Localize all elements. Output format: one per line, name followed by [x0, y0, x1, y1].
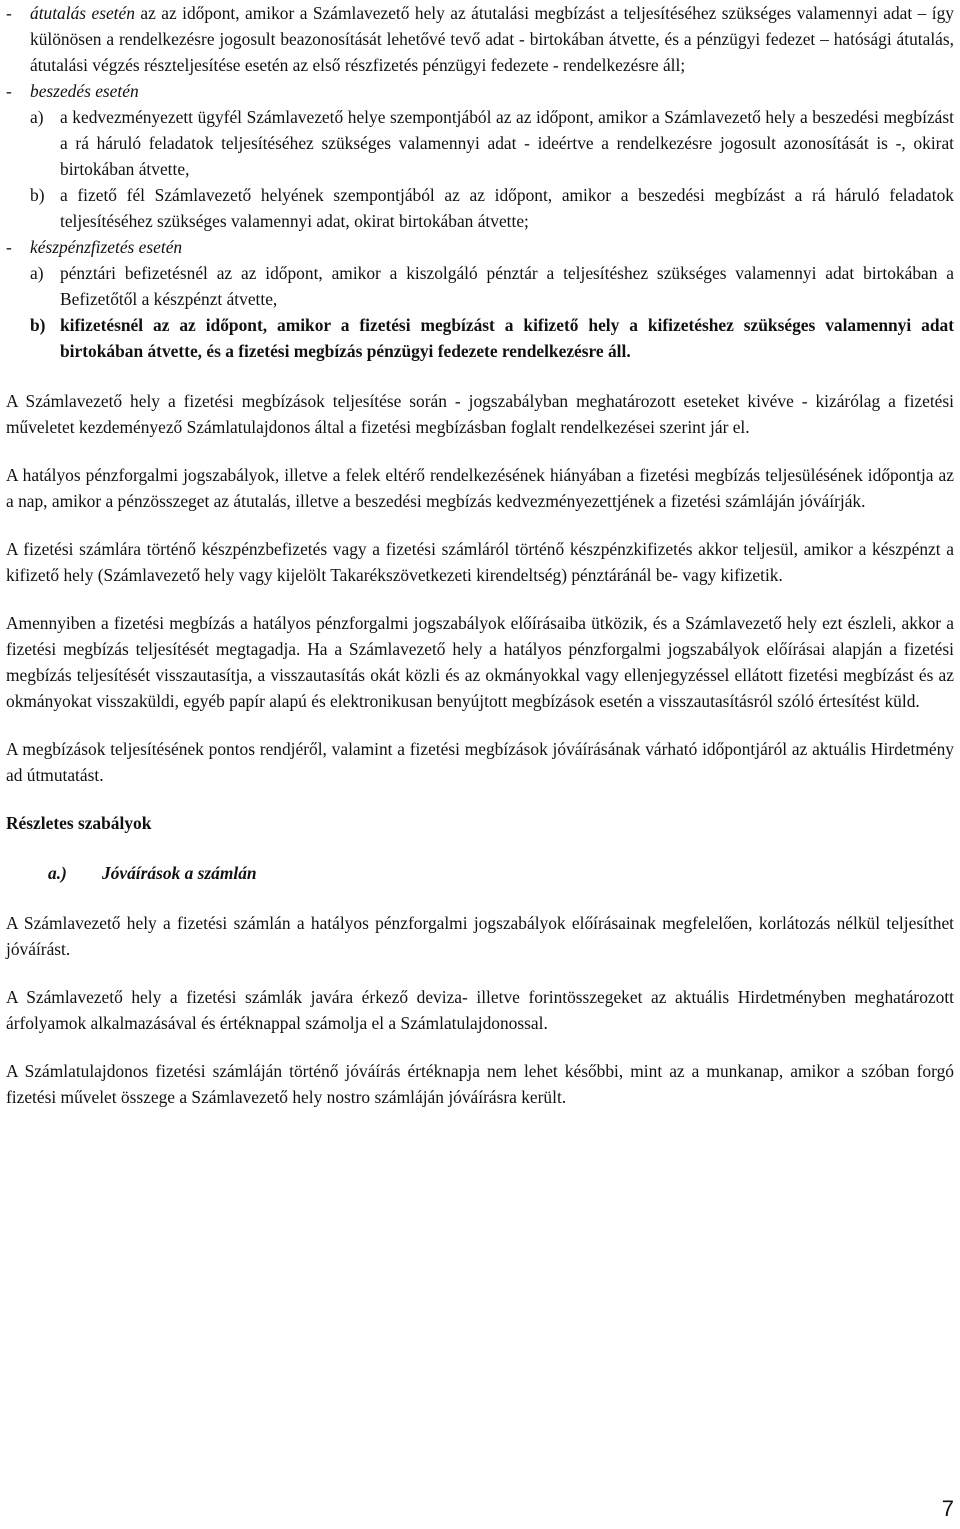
spacer	[6, 714, 954, 736]
paragraph: Amennyiben a fizetési megbízás a hatályos pénzforgalmi jogszabályok előírásaiba ütközik, és a Számlavezető hely ezt észleli, akkor a fizetési megbízás teljesítését megtagadja. Ha a Számlavezető hely a hatályos pénzforgalmi jogszabályok előírásai alapján a fizetési megbízás teljesítését visszautasítja, a visszautasítás okát közli és az okmányokkal vagy ellenjegyzéssel ellátott fizetési megbízást és az okmányokat visszaküldi, egyéb papír alapú és elektronikusan benyújtott megbízások esetén a visszautasításról szóló értesítést küld.	[6, 613, 954, 711]
sub-label: b)	[30, 315, 46, 335]
sub-item	[30, 104, 954, 182]
subsection-title: Jóváírások a számlán	[102, 863, 257, 883]
list-item-transfer	[6, 0, 954, 78]
paragraph: A hatályos pénzforgalmi jogszabályok, illetve a felek eltérő rendelkezésének hiányában a fizetési megbízás teljesülésének időpontja az a nap, amikor a pénzösszeget az átutalás, illetve a beszedési megbízás kedvezményezettjének a fizetési számláján jóváírják.	[6, 465, 954, 511]
sub-text: a fizető fél Számlavezető helyének szempontjából az az időpont, amikor a beszedési megbízást a rá háruló feladatok teljesítéséhez szükséges valamennyi adat, okirat birtokában átvette;	[60, 185, 954, 231]
list-dash: -	[6, 81, 12, 101]
sub-text: a kedvezményezett ügyfél Számlavezető helye szempontjából az az időpont, amikor a Számlavezető hely a beszedési megbízást a rá háruló feladatok teljesítéséhez szükséges valamennyi adat - ideértve a rendelkezésre jogosult azonosítását is -, okirat birtokában átvette,	[60, 107, 954, 179]
spacer	[6, 886, 954, 910]
subsection-heading	[48, 860, 954, 886]
sub-text: kifizetésnél az az időpont, amikor a fizetési megbízást a kifizető hely a kifizetéshez szükséges valamennyi adat birtokában átvette, és a fizetési megbízás pénzügyi fedezete rendelkezésre áll.	[60, 315, 954, 361]
sub-label: a)	[30, 263, 44, 283]
list-lead: beszedés esetén	[30, 81, 139, 101]
spacer	[6, 364, 954, 388]
spacer	[6, 788, 954, 810]
list-item-collection	[6, 78, 954, 104]
sub-item	[30, 182, 954, 234]
sub-text: pénztári befizetésnél az az időpont, amikor a kiszolgáló pénztár a teljesítéshez szükséges valamennyi adat birtokában a Befizetőtől a készpénzt átvette,	[60, 263, 954, 309]
spacer	[6, 1036, 954, 1058]
spacer	[6, 962, 954, 984]
list-lead: készpénzfizetés esetén	[30, 237, 183, 257]
page-number: 7	[941, 1496, 954, 1521]
subsection-number: a.)	[48, 863, 67, 883]
spacer	[6, 836, 954, 860]
document-page	[6, 0, 954, 1110]
sub-item-bold	[30, 312, 954, 364]
spacer	[6, 514, 954, 536]
paragraph: A fizetési számlára történő készpénzbefizetés vagy a fizetési számláról történő készpénzkifizetés akkor teljesül, amikor a készpénzt a kifizető hely (Számlavezető hely vagy kijelölt Takarékszövetkezeti kirendeltség) pénztáránál be- vagy kifizetik.	[6, 539, 954, 585]
sub-label: a)	[30, 107, 44, 127]
paragraph: A megbízások teljesítésének pontos rendjéről, valamint a fizetési megbízások jóváírásának várható időpontjáról az aktuális Hirdetmény ad útmutatást.	[6, 739, 954, 785]
paragraph: A Számlavezető hely a fizetési számlán a hatályos pénzforgalmi jogszabályok előírásainak megfelelően, korlátozás nélkül teljesíthet jóváírást.	[6, 913, 954, 959]
paragraph: A Számlavezető hely a fizetési megbízások teljesítése során - jogszabályban meghatározott eseteket kivéve - kizárólag a fizetési műveletet kezdeményező Számlatulajdonos által a fizetési megbízásban foglalt rendelkezései szerint jár el.	[6, 391, 954, 437]
paragraph: A Számlavezető hely a fizetési számlák javára érkező deviza- illetve forintösszegeket az aktuális Hirdetményben meghatározott árfolyamok alkalmazásával és értéknappal számolja el a Számlatulajdonossal.	[6, 987, 954, 1033]
list-item-cash	[6, 234, 954, 260]
sub-label: b)	[30, 185, 45, 205]
spacer	[6, 440, 954, 462]
list-dash: -	[6, 3, 12, 23]
paragraph: A Számlatulajdonos fizetési számláján történő jóváírás értéknapja nem lehet későbbi, mint az a munkanap, amikor a szóban forgó fizetési művelet összege a Számlavezető hely nostro számláján jóváírásra került.	[6, 1061, 954, 1107]
list-text: az az időpont, amikor a Számlavezető hely az átutalási megbízást a teljesítéséhez szükséges valamennyi adat – így különösen a rendelkezésre jogosult beazonosítását lehetővé tevő adat - birtokában átvette, és a pénzügyi fedezet – hatósági átutalás, átutalási végzés részteljesítése esetén az első részfizetés pénzügyi fedezete - rendelkezésre áll;	[30, 3, 955, 75]
sub-item	[30, 260, 954, 312]
list-dash: -	[6, 237, 12, 257]
list-lead: átutalás esetén	[30, 3, 135, 23]
spacer	[6, 588, 954, 610]
section-heading: Részletes szabályok	[6, 813, 152, 833]
